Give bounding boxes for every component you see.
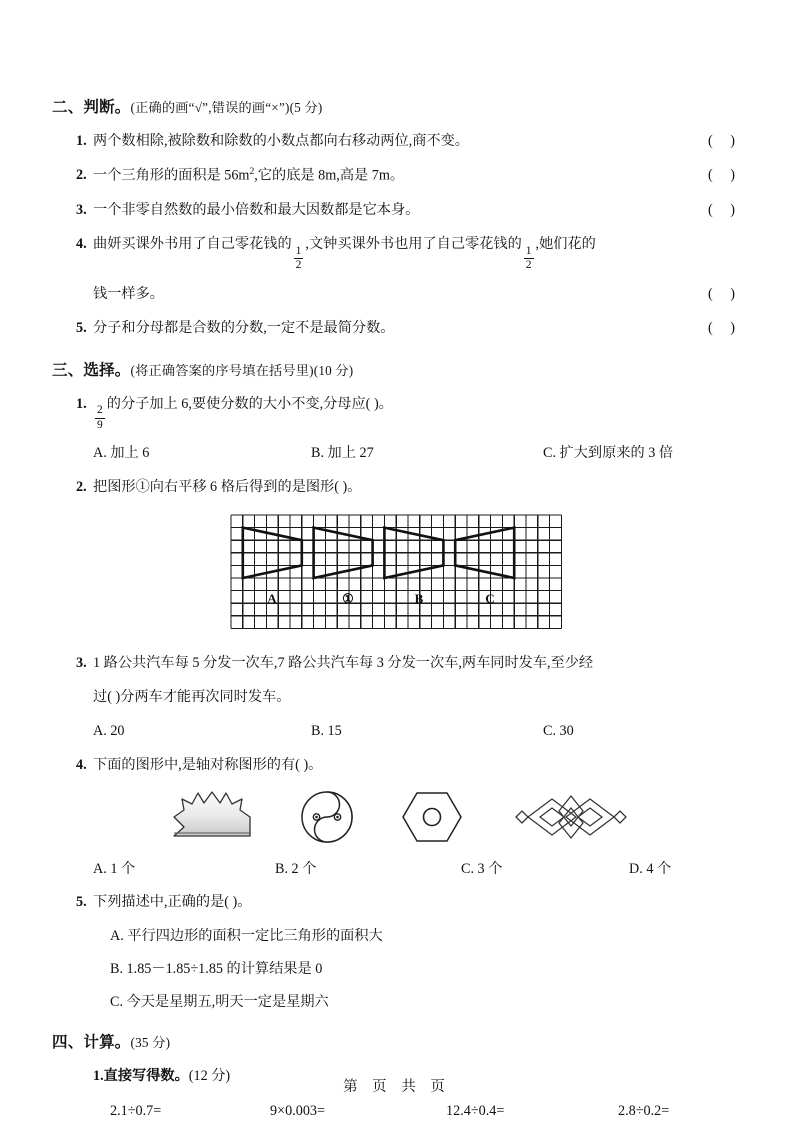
item-number: 4. bbox=[76, 756, 87, 773]
section-hint-calc: (35 分) bbox=[130, 1035, 171, 1051]
judge-item-5 bbox=[52, 317, 742, 340]
choice-item-5-option-c[interactable]: C. 今天是星期五,明天一定是星期六 bbox=[110, 993, 329, 1010]
section-title-judge: 二、判断。 bbox=[52, 99, 131, 116]
fraction-numerator: 2 bbox=[97, 404, 103, 417]
item-number: 5. bbox=[76, 894, 87, 911]
item-text-continued: 钱一样多。 bbox=[93, 285, 164, 302]
option-c[interactable]: C. 扩大到原来的 3 倍 bbox=[543, 445, 674, 462]
item-text: 把图形①向右平移 6 格后得到的是图形( )。 bbox=[93, 478, 362, 495]
fraction-numerator: 1 bbox=[295, 244, 302, 257]
answer-bracket[interactable]: ( ) bbox=[708, 201, 742, 218]
superscript-exponent: 2 bbox=[249, 166, 255, 178]
option-b[interactable]: B. 2 个 bbox=[275, 860, 317, 877]
choice-item-1-options bbox=[52, 442, 742, 465]
choice-item-3 bbox=[52, 652, 742, 675]
option-c[interactable]: C. 30 bbox=[543, 722, 574, 739]
judge-item-4 bbox=[52, 233, 742, 272]
item-number: 3. bbox=[76, 201, 87, 218]
item-text-rest: 的分子加上 6,要使分数的大小不变,分母应( )。 bbox=[106, 395, 393, 412]
spacer bbox=[52, 351, 742, 359]
yin-yang-icon bbox=[298, 788, 356, 846]
item-text: 1 路公共汽车每 5 分发一次车,7 路公共汽车每 3 分发一次车,两车同时发车,至少经 bbox=[93, 654, 594, 671]
grid-label-a: A bbox=[267, 590, 277, 606]
choice-item-3-options bbox=[52, 720, 742, 743]
answer-bracket[interactable]: ( ) bbox=[708, 133, 742, 150]
item-text bbox=[76, 393, 742, 432]
subquestion-hint: (12 分) bbox=[188, 1068, 231, 1085]
translation-grid-figure-wrapper bbox=[52, 510, 742, 638]
choice-item-4 bbox=[52, 754, 742, 777]
calc-expression-3[interactable]: 12.4÷0.4= bbox=[446, 1103, 505, 1120]
item-text: 两个数相除,被除数和除数的小数点都向右移动两位,商不变。 bbox=[93, 133, 469, 150]
grid-label-c: C bbox=[485, 590, 495, 606]
calc-expression-row bbox=[52, 1100, 742, 1122]
section-title-calc: 四、计算。 bbox=[52, 1034, 131, 1052]
choice-item-1 bbox=[52, 393, 742, 432]
grid-label-original: ① bbox=[342, 590, 354, 606]
item-text: 下列描述中,正确的是( )。 bbox=[93, 894, 252, 911]
calc-expression-1[interactable]: 2.1÷0.7= bbox=[110, 1103, 162, 1120]
translation-grid-figure bbox=[226, 510, 568, 638]
item-number: 4. bbox=[76, 235, 87, 252]
fraction-numerator: 1 bbox=[525, 244, 532, 257]
judge-item-2 bbox=[52, 164, 742, 188]
option-a[interactable]: A. 20 bbox=[93, 722, 125, 739]
calc-expression-4[interactable]: 2.8÷0.2= bbox=[618, 1103, 670, 1120]
answer-bracket[interactable]: ( ) bbox=[708, 167, 742, 184]
diamond-lattice-icon bbox=[508, 791, 634, 843]
option-d[interactable]: D. 4 个 bbox=[629, 860, 672, 877]
item-text-part-c: ,她们花的 bbox=[535, 235, 596, 252]
option-b[interactable]: B. 加上 27 bbox=[311, 445, 374, 462]
fraction-denominator: 9 bbox=[97, 418, 103, 431]
item-number: 2. bbox=[76, 167, 87, 184]
item-number: 1. bbox=[76, 133, 87, 150]
option-a[interactable]: A. 1 个 bbox=[93, 860, 136, 877]
item-number: 3. bbox=[76, 654, 87, 671]
item-text bbox=[76, 164, 696, 188]
item-text-part-a: 一个三角形的面积是 56m bbox=[93, 167, 250, 184]
answer-bracket[interactable]: ( ) bbox=[708, 285, 742, 302]
choice-item-5 bbox=[52, 891, 742, 914]
section-heading-judge bbox=[52, 96, 742, 119]
section-hint-choice: (将正确答案的序号填在括号里)(10 分) bbox=[130, 362, 354, 378]
item-text-continued: 过( )分两车才能再次同时发车。 bbox=[93, 688, 291, 705]
choice-item-3-continuation bbox=[52, 686, 742, 709]
section-title-choice: 三、选择。 bbox=[52, 361, 131, 379]
page-footer: 第 页 共 页 bbox=[343, 1079, 450, 1095]
fraction-denominator: 2 bbox=[295, 259, 302, 271]
option-c[interactable]: C. 3 个 bbox=[461, 860, 503, 877]
choice-item-5-option-a[interactable]: A. 平行四边形的面积一定比三角形的面积大 bbox=[110, 928, 383, 945]
choice-item-2 bbox=[52, 476, 742, 499]
fraction-two-ninths bbox=[95, 405, 105, 431]
item-number: 1. bbox=[76, 395, 87, 412]
fraction-one-half-first bbox=[294, 246, 304, 272]
section-heading-calc bbox=[52, 1031, 742, 1054]
judge-item-3 bbox=[52, 199, 742, 222]
grid-label-b: B bbox=[414, 590, 424, 606]
fraction-denominator: 2 bbox=[525, 259, 532, 271]
starburst-icon bbox=[170, 789, 254, 845]
judge-item-4-continuation bbox=[52, 283, 742, 306]
choice-item-5-option-b[interactable]: B. 1.85－1.85÷1.85 的计算结果是 0 bbox=[110, 960, 323, 977]
judge-item-1 bbox=[52, 130, 742, 153]
section-hint-judge: (正确的画“√”,错误的画“×”)(5 分) bbox=[130, 100, 323, 115]
choice-item-4-options bbox=[52, 858, 742, 881]
item-text: 分子和分母都是合数的分数,一定不是最简分数。 bbox=[93, 319, 395, 336]
option-b[interactable]: B. 15 bbox=[311, 722, 342, 739]
calc-expression-2[interactable]: 9×0.003= bbox=[270, 1103, 326, 1120]
spacer bbox=[52, 1023, 742, 1031]
item-number: 5. bbox=[76, 319, 87, 336]
item-text: 下面的图形中,是轴对称图形的有( )。 bbox=[93, 756, 323, 773]
subquestion-number: 1. bbox=[93, 1068, 104, 1085]
item-text-part-a: 曲妍买课外书用了自己零花钱的 bbox=[93, 235, 292, 252]
answer-bracket[interactable]: ( ) bbox=[708, 319, 742, 336]
hexagon-ring-icon bbox=[400, 788, 464, 846]
section-heading-choice bbox=[52, 359, 742, 382]
item-text bbox=[76, 233, 742, 272]
item-text-part-b: ,它的底是 8m,高是 7m。 bbox=[254, 167, 405, 184]
item-text: 一个非零自然数的最小倍数和最大因数都是它本身。 bbox=[93, 201, 420, 218]
option-a[interactable]: A. 加上 6 bbox=[93, 445, 150, 462]
item-number: 2. bbox=[76, 478, 87, 495]
subquestion-title: 直接写得数。 bbox=[103, 1068, 189, 1085]
item-text-part-b: ,文钟买课外书也用了自己零花钱的 bbox=[305, 235, 522, 252]
page-content bbox=[52, 96, 742, 1122]
fraction-one-half-second bbox=[524, 246, 534, 272]
symmetry-figures-row bbox=[52, 788, 742, 846]
